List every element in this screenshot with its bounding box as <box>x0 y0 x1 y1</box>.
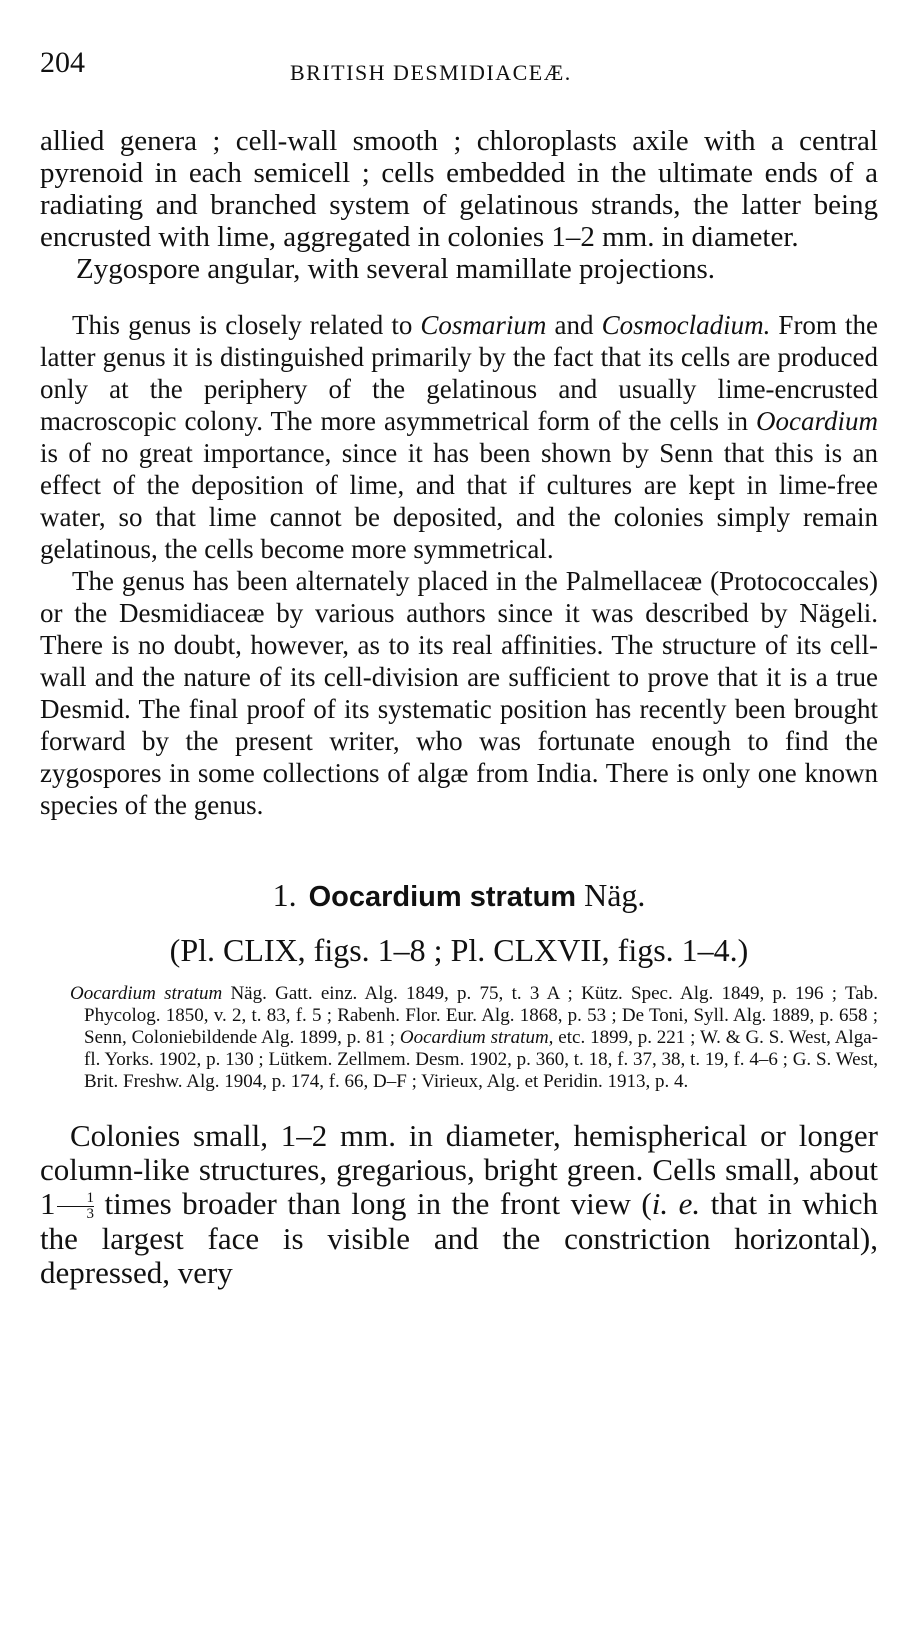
fraction-denominator: 3 <box>86 1206 94 1223</box>
text-run: times broader than long in the front view ( <box>94 1186 652 1221</box>
running-head: BRITISH DESMIDIACEÆ. <box>290 60 572 85</box>
text-run: Colonies small, 1–2 mm. in diameter, hemispherical or longer column-like structures, gregarious, bright green. Cells small, about 1 <box>40 1118 878 1221</box>
synonymy-citations <box>70 983 878 1093</box>
text-run: and <box>546 310 602 340</box>
zygospore-description: Zygospore angular, with several mamillate projections. <box>76 253 716 285</box>
genus-text <box>40 125 878 1290</box>
page-header <box>40 40 878 90</box>
relationship-paragraph <box>40 309 878 565</box>
species-name: Oocardium stratum <box>308 881 577 913</box>
genus-name-italic: Cosmarium <box>420 310 547 340</box>
text-run: From the latter genus it is distinguished primarily by the fact that its cells are produced only at the periphery of the gelatinous and usually lime-encrusted macroscopic colony. The more asymmetrical form of the cells in <box>40 310 878 436</box>
synonym-italic: Oocardium stratum, <box>399 1027 554 1048</box>
species-heading <box>40 877 878 914</box>
fraction-numerator: 1 <box>57 1191 95 1207</box>
synonymy-block <box>70 983 878 1093</box>
fraction <box>57 1191 95 1222</box>
genus-description: allied genera ; cell-wall smooth ; chloroplasts axile with a central pyrenoid in each semicell ; cells embedded in the ultimate ends of a radiating and branched system of gelatinous strands, the latter being encrusted with lime, aggregated in colonies 1–2 mm. in diameter. <box>40 125 878 253</box>
genus-name-italic: Oocardium <box>756 406 878 436</box>
text-run: is of no great importance, since it has been shown by Senn that this is an effect of the deposition of lime, and that if cultures are kept in lime-free water, so that lime cannot be deposited, and the colonies simply remain gelatinous, the cells become more symmetrical. <box>40 438 878 564</box>
text-run: This genus is closely related to <box>72 310 421 340</box>
plate-references: (Pl. CLIX, figs. 1–8 ; Pl. CLXVII, figs. 1–4.) <box>169 932 749 968</box>
document-page <box>40 40 878 1290</box>
species-authority: Näg. <box>584 877 646 913</box>
page-number: 204 <box>40 46 85 79</box>
text-run: that in which the largest face is visible and the constriction horizontal), depressed, very <box>40 1186 879 1291</box>
abbreviation-italic: i. e. <box>651 1186 701 1221</box>
species-description <box>40 1119 878 1290</box>
text-run: Näg. Gatt. einz. Alg. 1849, p. 75, t. 3 A ; Kütz. Spec. Alg. 1849, p. 196 ; Tab. Phycolog. 1850, v. 2, t. 83, f. 5 ; Rabenh. Flor. Eur. Alg. 1868, p. 53 ; De Toni, Syll. Alg. 1889, p. 658 ; Senn, Coloniebildende Alg. 1899, p. 81 ; <box>84 983 878 1048</box>
genus-name-italic: Cosmocladium. <box>601 310 771 340</box>
text-run: etc. 1899, p. 221 ; W. & G. S. West, Alga-fl. Yorks. 1902, p. 130 ; Lütkem. Zellmem. Desm. 1902, p. 360, t. 18, f. 37, 38, t. 19, f. 4–6 ; G. S. West, Brit. Freshw. Alg. 1904, p. 174, f. 66, D–F ; Virieux, Alg. et Peridin. 1913, p. 4. <box>84 1027 878 1092</box>
placement-paragraph: The genus has been alternately placed in the Palmellaceæ (Protococcales) or the Desmidiaceæ by various authors since it was described by Nägeli. There is no doubt, however, as to its real affinities. The structure of its cell-wall and the nature of its cell-division are sufficient to prove that it is a true Desmid. The final proof of its systematic position has recently been brought forward by the present writer, who was fortunate enough to find the zygospores in some collections of algæ from India. There is only one known species of the genus. <box>40 566 878 820</box>
species-number: 1. <box>272 877 297 913</box>
synonym-italic: Oocardium stratum <box>70 983 223 1004</box>
